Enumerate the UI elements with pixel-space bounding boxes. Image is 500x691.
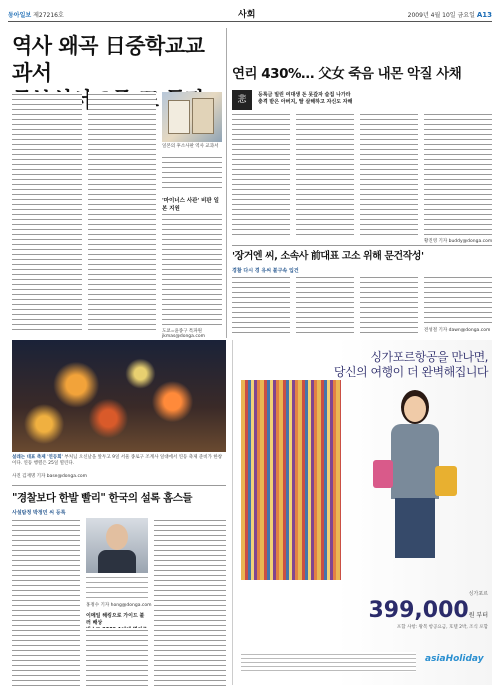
article1-headline: 역사 왜곡 日중학교교과서	[12, 34, 205, 85]
portrait-caption	[86, 575, 148, 601]
ad-terms	[241, 652, 416, 672]
article2-sub: 등록금 빌린 여대생 돈 못갚자 술집 나가라 충격 받은 아버지, 딸 살해하고 자신도 자해	[258, 92, 353, 105]
page-header	[8, 6, 492, 20]
ad-fine-print: 포함 사항: 왕복 항공요금, 호텔 2박, 조식 포함	[396, 625, 488, 630]
column-divider	[226, 28, 227, 338]
ad-brand-logo: asiaHoliday	[425, 654, 484, 664]
article3-sub: 경찰 다시 경 유씨 불구속 입건	[232, 268, 299, 274]
ad-headline: 싱가포르항공을 만나면, 당신의 여행이 더 완벽해집니다	[333, 350, 488, 379]
ad-model-image	[373, 390, 458, 560]
article6-body-col1	[86, 628, 148, 686]
sidebar-title: '마이너스 사관' 비판 일본 지원	[162, 198, 219, 212]
article3-body-col4	[424, 275, 492, 325]
lantern-festival-photo	[12, 340, 226, 452]
airline-advertisement[interactable]	[232, 340, 492, 685]
article1-byline: 도쿄=윤종구 특파원 jkmas@donga.com	[162, 329, 205, 339]
date-page: 2009년 4월 10일 금요일 A13	[407, 11, 492, 19]
textbook-photo	[162, 92, 222, 142]
article5-body-col1	[12, 518, 80, 686]
article2-body-col4	[424, 112, 492, 237]
article1-body-col1	[12, 92, 82, 332]
article3-body-col3	[360, 275, 418, 333]
lantern-photo-caption: 설레는 대표 축제 '연등회' 부처님 오신날을 앞두고 9일 서울 종로구 조계사 일대에서 연등 축제 준비가 한창이다. 연등 행렬은 25일 열린다.	[12, 455, 223, 466]
article3-body-col1	[232, 275, 290, 333]
ad-price: 399,000원 부터	[368, 598, 488, 623]
article2-body-col1	[232, 112, 290, 237]
article3-headline: '장거엔 씨, 소속사 前대표 고소 위해 문건작성'	[232, 251, 424, 262]
article1-body-col2	[88, 92, 156, 332]
article2-headline: 연리 430%… 父女 죽음 내몬 악질 사채	[232, 66, 462, 82]
article3-body-col2	[296, 275, 354, 333]
detective-portrait	[86, 518, 148, 573]
section-title: 사회	[238, 10, 256, 20]
ad-price-label: 싱가포르	[468, 591, 488, 597]
section-divider	[232, 245, 492, 246]
ad-fabric-image	[241, 380, 341, 580]
article5-rule	[12, 485, 226, 486]
article5-body-col2	[154, 518, 226, 686]
article2-body-col3	[360, 112, 418, 237]
article2-byline: 황진영 기자 buddy@donga.com	[424, 239, 493, 244]
textbook-photo-caption: 일본의 후소사판 역사 교과서	[162, 144, 219, 149]
header-rule	[8, 21, 492, 22]
photo-caption-text	[162, 155, 222, 190]
article5-headline: "경찰보다 한발 빨리" 한국의 설록 홈스들	[12, 492, 193, 504]
article2-icon: 悲	[232, 90, 252, 110]
article6-sub: 이메일 해킹으로 가이드 불러 배상	[86, 613, 145, 626]
lantern-photo-credit: 사진 김재명 기자 base@donga.com	[12, 474, 88, 479]
article5-byline: 홍정수 기자 hong@donga.com	[86, 603, 152, 608]
article2-body-col2	[296, 112, 354, 237]
article3-byline: 전성철 기자 dawn@donga.com	[424, 328, 491, 333]
masthead: 동아일보 제27216호	[8, 12, 64, 19]
article1-body-col3	[162, 212, 222, 327]
article5-sub: 사설탐정 박정민 씨 등록	[12, 510, 66, 516]
